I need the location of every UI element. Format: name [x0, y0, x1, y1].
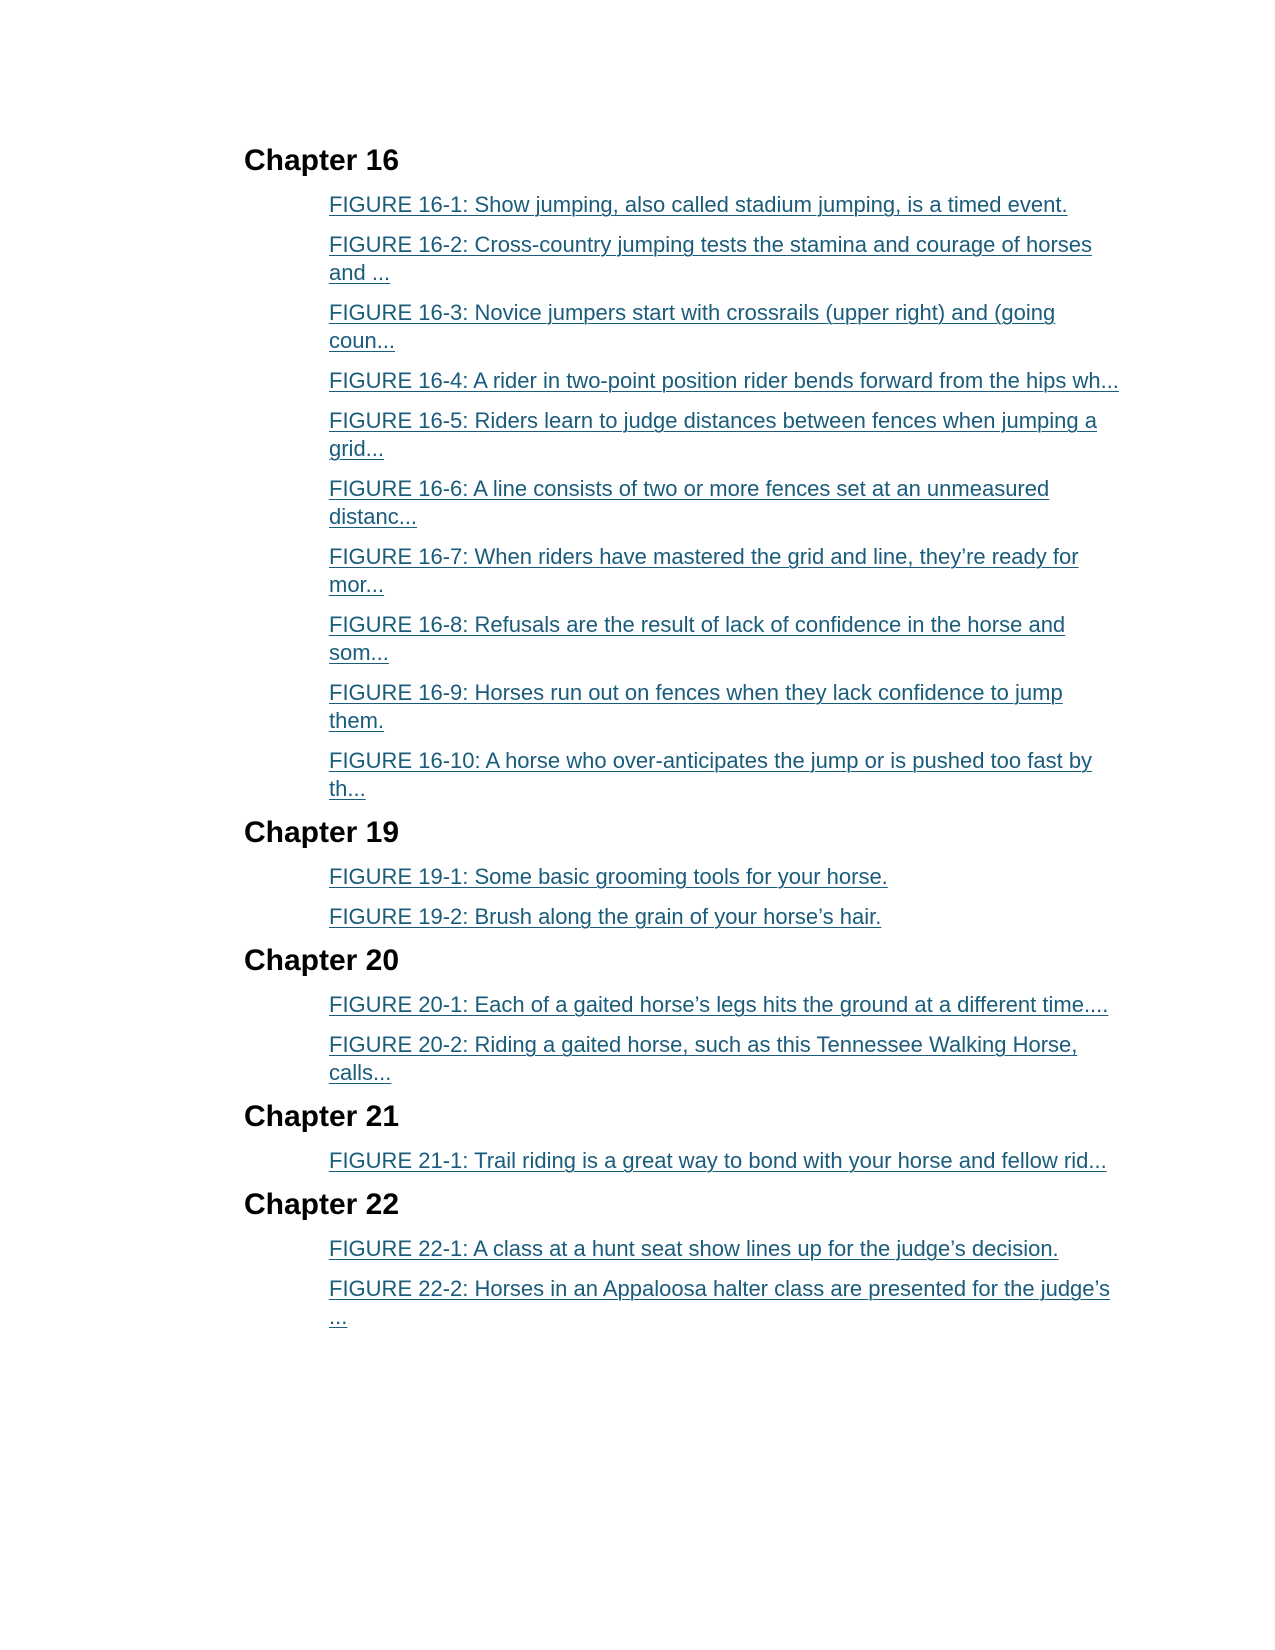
chapter-heading: Chapter 19 [244, 816, 400, 849]
figure-link[interactable]: FIGURE 22-2: Horses in an Appaloosa halter class are presented for the judge’s ... [329, 1276, 1111, 1329]
list-item [329, 679, 1119, 735]
figure-link[interactable]: FIGURE 19-1: Some basic grooming tools for your horse. [329, 864, 888, 889]
chapter-section [244, 143, 1144, 803]
list-item [329, 1031, 1119, 1087]
chapter-section [244, 1187, 1144, 1331]
figure-link[interactable]: FIGURE 16-8: Refusals are the result of lack of confidence in the horse and som... [329, 612, 1066, 665]
figure-link[interactable]: FIGURE 16-3: Novice jumpers start with crossrails (upper right) and (going coun... [329, 300, 1056, 353]
chapter-section [244, 1099, 1144, 1175]
list-item [329, 191, 1119, 219]
list-item [329, 1275, 1119, 1331]
figure-link[interactable]: FIGURE 16-9: Horses run out on fences when they lack confidence to jump them. [329, 680, 1063, 733]
figure-list [244, 191, 1144, 803]
chapter-heading: Chapter 22 [244, 1188, 400, 1221]
list-item [329, 1235, 1119, 1263]
chapter-heading: Chapter 21 [244, 1100, 400, 1133]
chapter-heading: Chapter 20 [244, 944, 400, 977]
figure-link[interactable]: FIGURE 16-4: A rider in two-point position rider bends forward from the hips wh... [329, 368, 1119, 393]
figure-link[interactable]: FIGURE 16-1: Show jumping, also called stadium jumping, is a timed event. [329, 192, 1068, 217]
figure-link[interactable]: FIGURE 20-1: Each of a gaited horse’s legs hits the ground at a different time.... [329, 992, 1109, 1017]
list-item [329, 475, 1119, 531]
list-item [329, 611, 1119, 667]
chapter-section [244, 815, 1144, 931]
figure-link[interactable]: FIGURE 21-1: Trail riding is a great way to bond with your horse and fellow rid... [329, 1148, 1107, 1173]
list-item [329, 299, 1119, 355]
list-item [329, 863, 1119, 891]
figure-list [244, 991, 1144, 1087]
figure-link[interactable]: FIGURE 19-2: Brush along the grain of your horse’s hair. [329, 904, 882, 929]
figure-list [244, 863, 1144, 931]
list-item [329, 367, 1119, 395]
list-item [329, 543, 1119, 599]
figure-link[interactable]: FIGURE 22-1: A class at a hunt seat show lines up for the judge’s decision. [329, 1236, 1059, 1261]
figure-link[interactable]: FIGURE 16-10: A horse who over-anticipates the jump or is pushed too fast by th... [329, 748, 1093, 801]
list-item [329, 1147, 1119, 1175]
figure-link[interactable]: FIGURE 16-2: Cross-country jumping tests the stamina and courage of horses and ... [329, 232, 1093, 285]
figure-link[interactable]: FIGURE 16-6: A line consists of two or more fences set at an unmeasured distanc... [329, 476, 1050, 529]
figure-list [244, 1147, 1144, 1175]
list-item [329, 903, 1119, 931]
figure-list [244, 1235, 1144, 1331]
list-item [329, 747, 1119, 803]
chapter-section [244, 943, 1144, 1087]
list-item [329, 231, 1119, 287]
list-of-figures [244, 143, 1144, 1343]
figure-link[interactable]: FIGURE 20-2: Riding a gaited horse, such as this Tennessee Walking Horse, calls... [329, 1032, 1078, 1085]
figure-link[interactable]: FIGURE 16-7: When riders have mastered the grid and line, they’re ready for mor... [329, 544, 1079, 597]
list-item [329, 991, 1119, 1019]
figure-link[interactable]: FIGURE 16-5: Riders learn to judge distances between fences when jumping a grid... [329, 408, 1097, 461]
chapter-heading: Chapter 16 [244, 144, 400, 177]
list-item [329, 407, 1119, 463]
